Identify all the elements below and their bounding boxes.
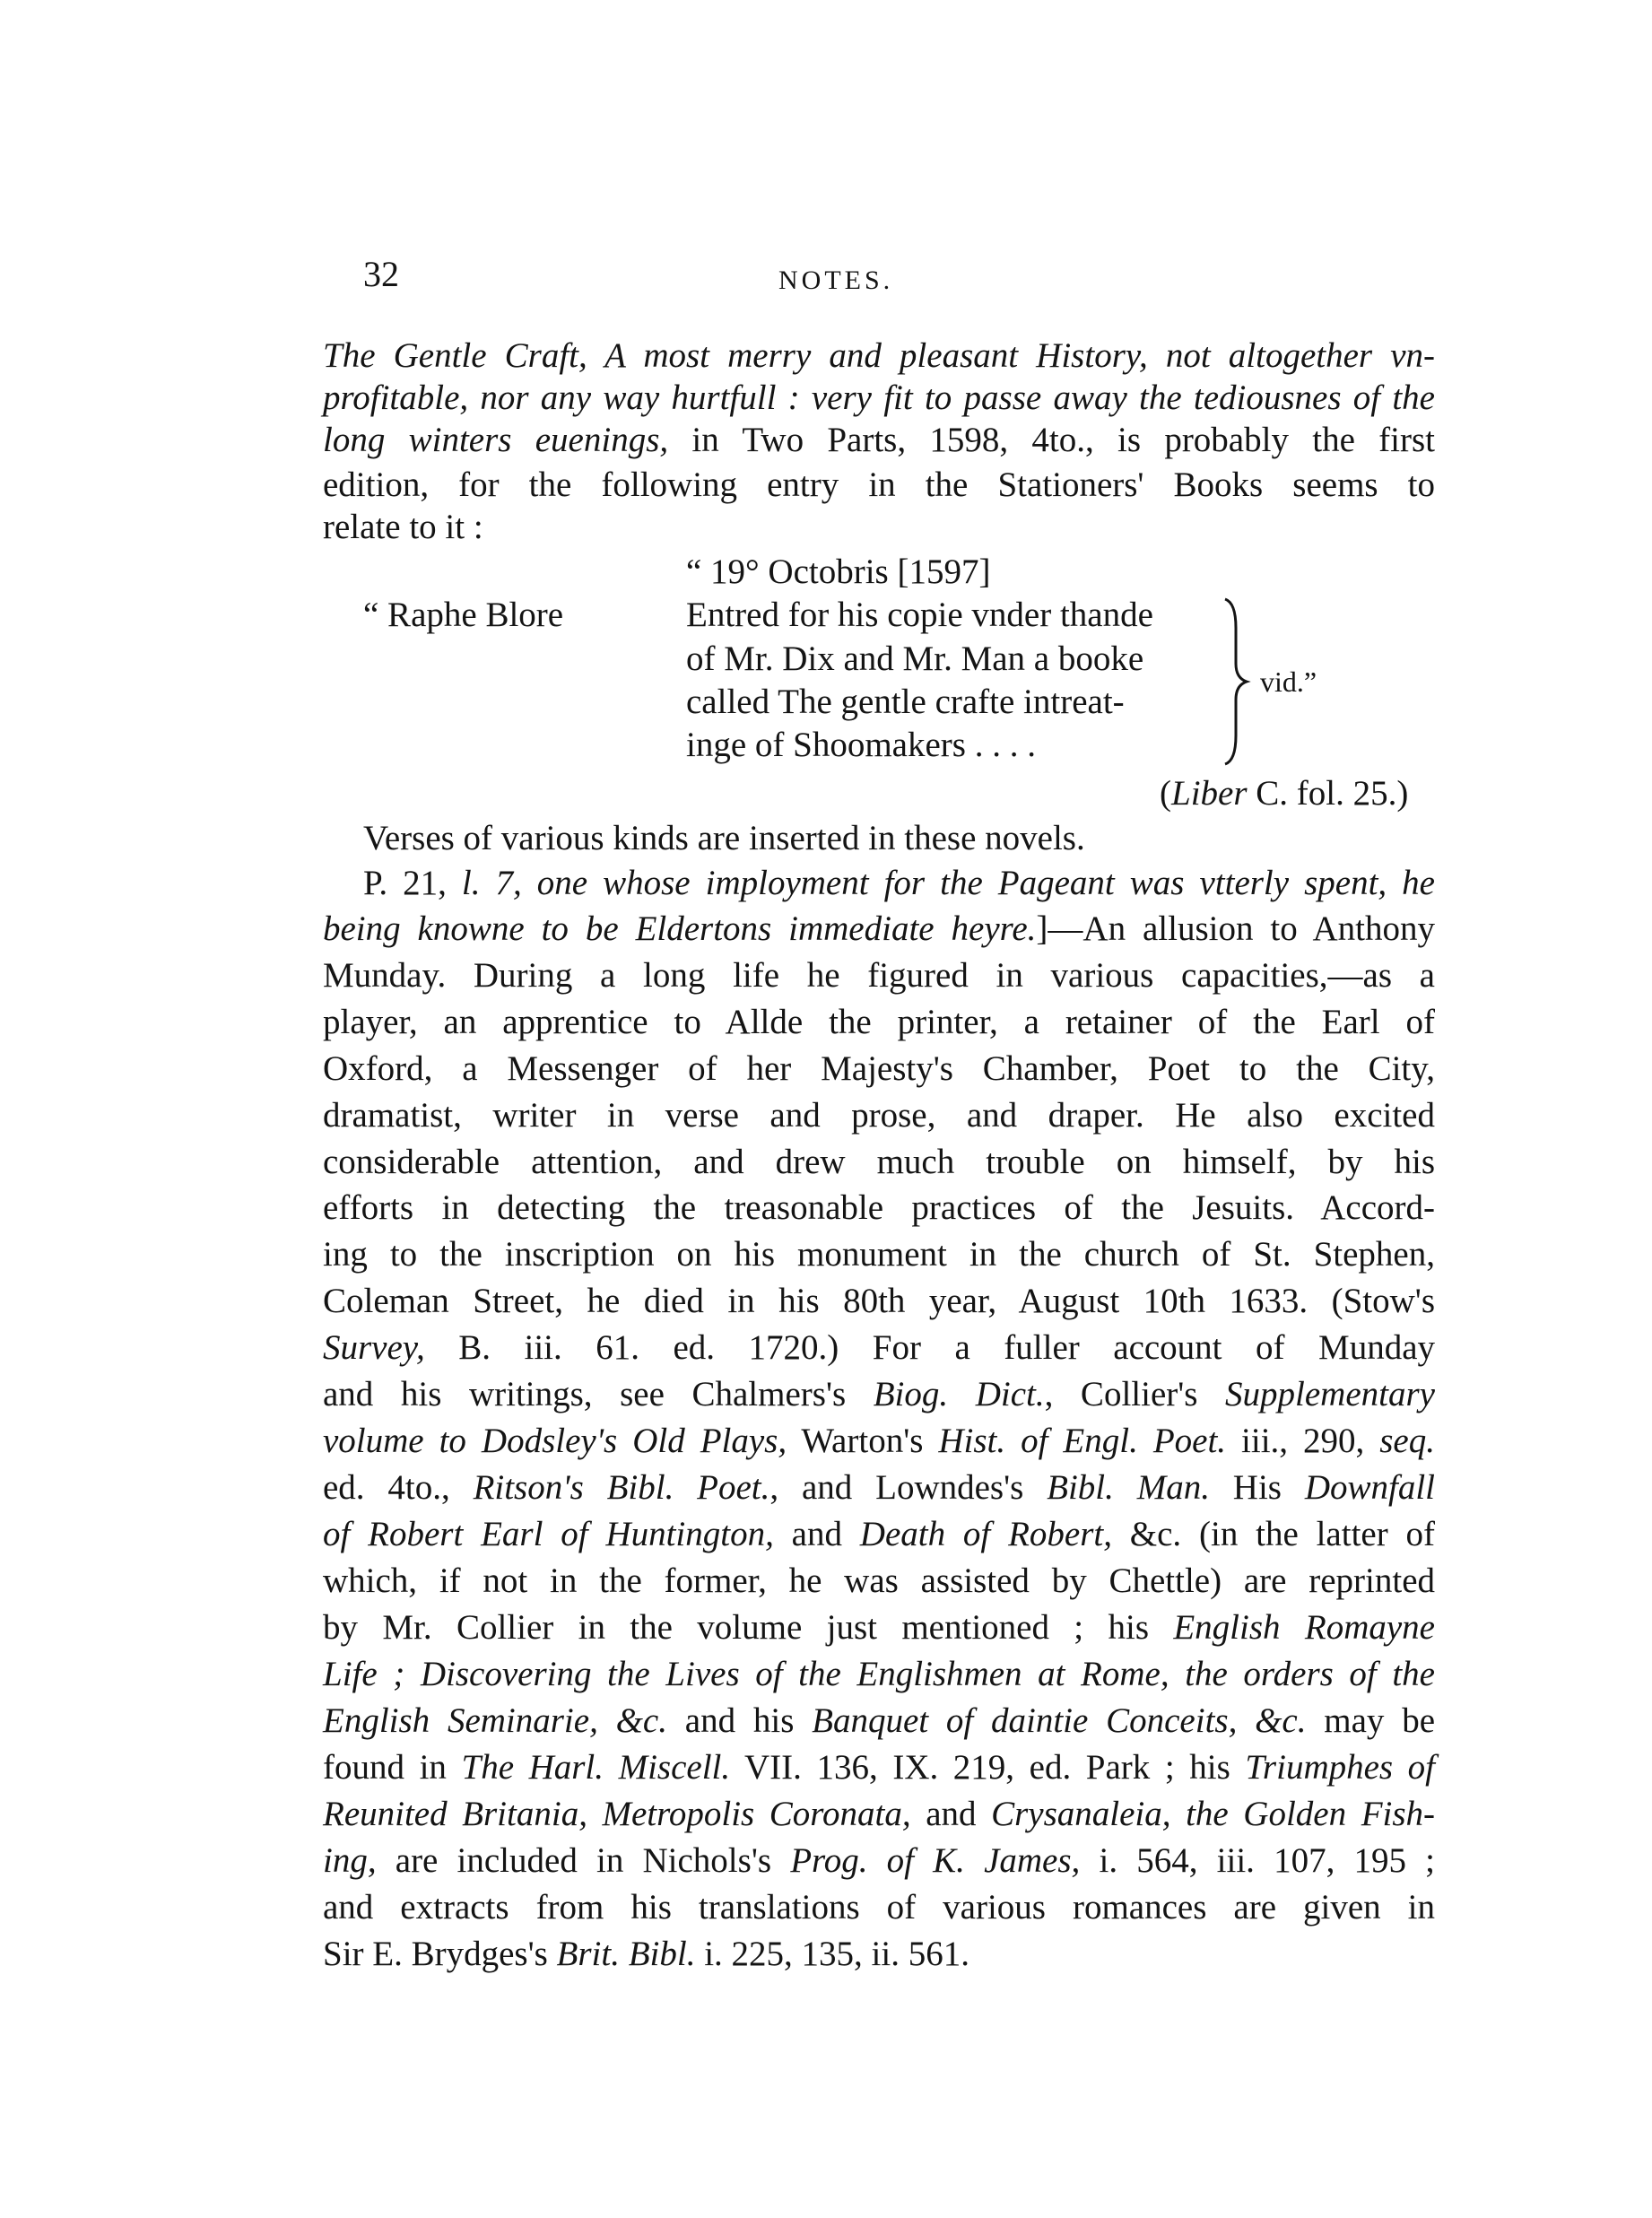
- italic-segment: Crysanaleia, the Golden Fish-: [991, 1795, 1436, 1833]
- body-line: [323, 907, 1435, 952]
- italic-segment: of Robert Earl of Huntington,: [323, 1515, 774, 1553]
- entry-name: “ Raphe Blore: [363, 596, 564, 634]
- text-segment: may be: [1306, 1701, 1436, 1740]
- text-segment: Warton's: [787, 1422, 939, 1460]
- italic-segment: Death of Robert,: [859, 1515, 1112, 1553]
- text-segment: , and Lowndes's: [769, 1468, 1048, 1507]
- body-line: [323, 1699, 1435, 1744]
- ref-liber: Liber: [1171, 774, 1248, 813]
- italic-segment: seq.: [1379, 1422, 1435, 1460]
- text-segment: and his: [667, 1701, 813, 1740]
- entry-reference: [1160, 771, 1408, 816]
- italic-segment: Brit. Bibl.: [556, 1935, 696, 1973]
- italic-segment: Hist. of Engl. Poet.: [938, 1422, 1227, 1460]
- body-line: [323, 1605, 1435, 1650]
- ref-rest: C. fol. 25.): [1247, 774, 1409, 813]
- italic-segment: English Romayne: [1173, 1608, 1435, 1647]
- body-line: [323, 1512, 1435, 1557]
- intro-line: [323, 334, 1435, 378]
- text-segment: Sir E. Brydges's: [323, 1935, 557, 1973]
- body-line: [323, 1326, 1435, 1370]
- entry-vid: vid.”: [1260, 665, 1317, 698]
- italic-segment: long winters euenings,: [323, 421, 669, 459]
- text-segment: i. 225, 135, ii. 561.: [695, 1935, 969, 1973]
- body-line: [323, 1419, 1435, 1464]
- text-segment: VII. 136, IX. 219, ed. Park ; his: [730, 1748, 1246, 1787]
- entry-line: Entred for his copie vnder thande: [686, 596, 1153, 634]
- body-line: [323, 1047, 1435, 1092]
- text-segment: edition, for the following entry in the Stationers' Books seems to: [323, 465, 1435, 504]
- italic-segment: being knowne to be Eldertons immediate heyre.: [323, 909, 1037, 948]
- body-line: [323, 953, 1435, 998]
- body-line: [323, 1745, 1435, 1790]
- body-line: [323, 1093, 1435, 1138]
- text-segment: iii., 290,: [1226, 1422, 1380, 1460]
- text-segment: Coleman Street, he died in his 80th year, August 10th 1633. (Stow's: [323, 1282, 1435, 1320]
- text-segment: Oxford, a Messenger of her Majesty's Chamber, Poet to the City,: [323, 1049, 1435, 1088]
- intro-line: [323, 463, 1435, 508]
- text-segment: ing to the inscription on his monument in the church of St. Stephen,: [323, 1235, 1435, 1274]
- text-segment: in Two Parts, 1598, 4to., is probably the first: [668, 421, 1435, 459]
- body-line-last: [323, 1932, 1435, 1977]
- italic-segment: Triumphes of: [1245, 1748, 1436, 1787]
- body-line: [323, 1372, 1435, 1417]
- body-line: [363, 861, 1435, 906]
- text-segment: ]—An allusion to Anthony: [1036, 909, 1435, 948]
- text-segment: and: [773, 1515, 860, 1553]
- body-line: [323, 1186, 1435, 1231]
- text-segment: Munday. During a long life he figured in various capacities,—as a: [323, 956, 1435, 995]
- intro-line: [323, 418, 1435, 463]
- body-line: [323, 1466, 1435, 1510]
- italic-segment: ing,: [323, 1841, 377, 1880]
- body-line: [323, 1839, 1435, 1883]
- text-segment: and extracts from his translations of various romances are given in: [323, 1888, 1435, 1927]
- italic-segment: Ritson's Bibl. Poet.: [473, 1468, 770, 1507]
- ref-open: (: [1160, 774, 1171, 813]
- text-segment: by Mr. Collier in the volume just mentioned ; his: [323, 1608, 1174, 1647]
- text-segment: and his writings, see Chalmers's: [323, 1375, 874, 1413]
- body-line: [323, 1140, 1435, 1185]
- intro-line: [323, 376, 1435, 421]
- text-segment: considerable attention, and drew much trouble on himself, by his: [323, 1143, 1435, 1181]
- entry-line: inge of Shoomakers . . . .: [686, 726, 1036, 764]
- text-segment: which, if not in the former, he was assisted by Chettle) are reprinted: [323, 1561, 1435, 1600]
- entry-line: called The gentle crafte intreat-: [686, 683, 1125, 721]
- text-segment: , Collier's: [1044, 1375, 1226, 1413]
- body-line: [323, 1885, 1435, 1930]
- italic-segment: Bibl. Man.: [1047, 1468, 1210, 1507]
- italic-segment: Banquet of daintie Conceits, &c.: [812, 1701, 1307, 1740]
- running-head: NOTES.: [778, 265, 894, 295]
- italic-segment: English Seminarie, &c.: [323, 1701, 667, 1740]
- body-line: [323, 1559, 1435, 1604]
- text-segment: are included in Nichols's: [376, 1841, 791, 1880]
- entry-date: “ 19° Octobris [1597]: [686, 552, 991, 591]
- text-segment: B. iii. 61. ed. 1720.) For a fuller account of Munday: [424, 1328, 1435, 1367]
- italic-segment: Survey,: [323, 1328, 425, 1367]
- italic-segment: The Gentle Craft, A most merry and pleasant History, not altogether vn-: [323, 336, 1435, 375]
- italic-segment: l. 7, one whose imployment for the Pageant was vtterly spent, he: [461, 864, 1435, 902]
- text-segment: dramatist, writer in verse and prose, and draper. He also excited: [323, 1096, 1435, 1135]
- italic-segment: Biog. Dict.: [873, 1375, 1045, 1413]
- italic-segment: volume to Dodsley's Old Plays,: [323, 1422, 787, 1460]
- italic-segment: Life ; Discovering the Lives of the Englishmen at Rome, the orders of the: [323, 1655, 1435, 1693]
- intro-line-last: relate to it :: [323, 508, 483, 546]
- italic-segment: Downfall: [1304, 1468, 1435, 1507]
- italic-segment: The Harl. Miscell.: [461, 1748, 731, 1787]
- text-segment: found in: [323, 1748, 462, 1787]
- entry-line: of Mr. Dix and Mr. Man a booke: [686, 639, 1144, 678]
- text-segment: player, an apprentice to Allde the printer, a retainer of the Earl of: [323, 1003, 1435, 1041]
- page-number: 32: [363, 254, 399, 294]
- text-segment: P. 21,: [363, 864, 462, 902]
- text-segment: efforts in detecting the treasonable practices of the Jesuits. Accord-: [323, 1188, 1435, 1227]
- italic-segment: Reunited Britania, Metropolis Coronata,: [323, 1795, 911, 1833]
- body-line: [323, 1279, 1435, 1324]
- italic-segment: Supplementary: [1225, 1375, 1435, 1413]
- text-segment: i. 564, iii. 107, 195 ;: [1080, 1841, 1435, 1880]
- body-line: [323, 1652, 1435, 1697]
- text-segment: ed. 4to.,: [323, 1468, 474, 1507]
- text-segment: and: [910, 1795, 992, 1833]
- italic-segment: profitable, nor any way hurtfull : very fit to passe away the tediousnes of the: [323, 378, 1435, 417]
- verses-line: Verses of various kinds are inserted in these novels.: [363, 819, 1085, 857]
- body-line: [323, 1792, 1435, 1837]
- curly-brace-icon: [1220, 592, 1256, 771]
- text-segment: His: [1209, 1468, 1305, 1507]
- body-line: [323, 1000, 1435, 1045]
- italic-segment: Prog. of K. James,: [790, 1841, 1081, 1880]
- text-segment: &c. (in the latter of: [1111, 1515, 1436, 1553]
- body-line: [323, 1232, 1435, 1277]
